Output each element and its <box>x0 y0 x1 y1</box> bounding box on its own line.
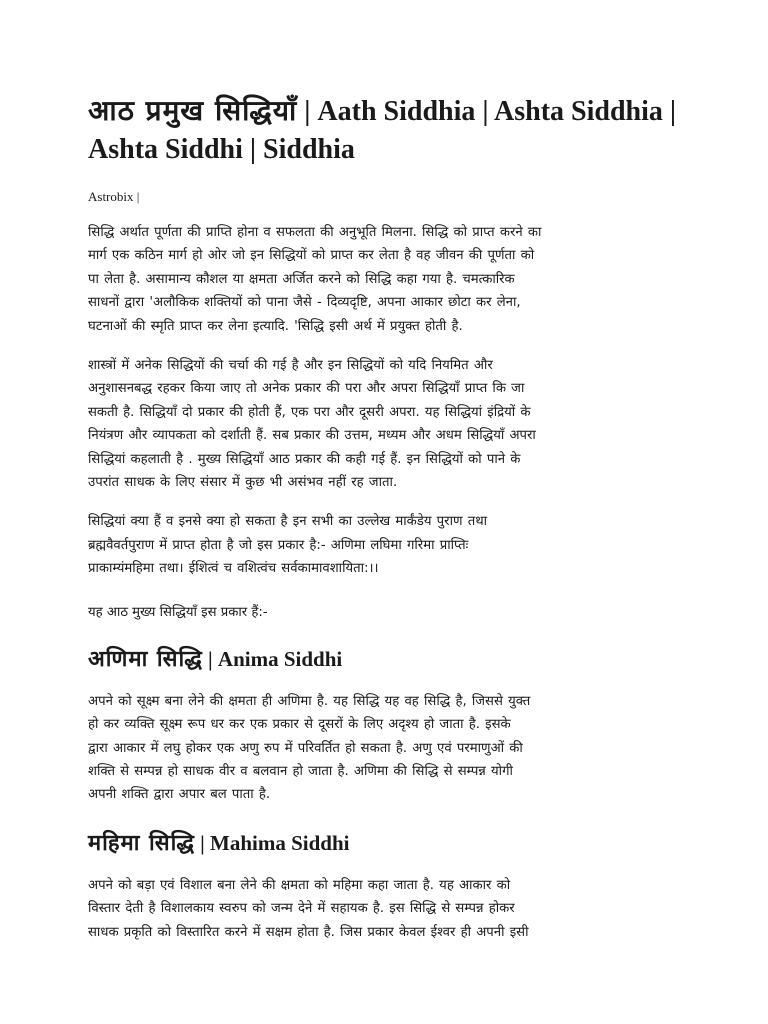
anima-heading <box>88 645 680 674</box>
shastra-paragraph <box>88 354 680 494</box>
paragraph-line: शक्ति से सम्पन्न हो साधक वीर व बलवान हो जाता है. अणिमा की सिद्धि से सम्पन्न योगी <box>88 763 513 779</box>
paragraph-line: विस्तार देती है विशालकाय स्वरुप को जन्म देने में सहायक है. इस सिद्धि से सम्पन्न होकर <box>88 901 515 917</box>
paragraph-line: नियंत्रण और व्यापकता को दर्शाती हैं. सब प्रकार की उत्तम, मध्यम और अधम सिद्धियाँ अपरा <box>88 428 536 444</box>
title-latin: | Aath Siddhia | Ashta Siddhia | Ashta Siddhi | Siddhia <box>88 96 677 165</box>
anima-paragraph <box>88 690 680 807</box>
anima-heading-latin: | Anima Siddhi <box>202 646 343 671</box>
paragraph-line: प्राकाम्यंमहिमा तथा। ईशित्वं च वशित्वंच सर्वकामावशायिता:।। <box>88 561 379 577</box>
mahima-paragraph <box>88 874 680 944</box>
paragraph-line: ब्रह्मवैवर्तपुराण में प्राप्त होता है जो इस प्रकार है:- अणिमा लघिमा गरिमा प्राप्तिः <box>88 537 469 553</box>
paragraph-line: साधनों द्वारा 'अलौकिक शक्तियों को पाना जैसे - दिव्यदृष्टि, अपना आकार छोटा कर लेना, <box>88 295 521 311</box>
paragraph-line: अपने को बड़ा एवं विशाल बना लेने की क्षमता को महिमा कहा जाता है. यह आकार को <box>88 877 511 893</box>
author-byline: Astrobix | <box>88 189 140 204</box>
paragraph-line: सिद्धि अर्थात पूर्णता की प्राप्ति होना व सफलता की अनुभूति मिलना. सिद्धि को प्राप्त करने का <box>88 225 542 240</box>
paragraph-line: सिद्धियां कहलाती है . मुख्य सिद्धियाँ आठ प्रकार की कही गई हैं. इन सिद्धियों को पाने के <box>88 451 521 467</box>
paragraph-line: हो कर व्यक्ति सूक्ष्म रूप धर कर एक प्रकार से दूसरों के लिए अदृश्य हो जाता है. इसके <box>88 717 511 733</box>
anima-heading-hindi: अणिमा सिद्धि <box>88 646 203 672</box>
paragraph-line: साधक प्रकृति को विस्तारित करने में सक्षम होता है. जिस प्रकार केवल ईश्वर ही अपनी इसी <box>88 924 529 940</box>
paragraph-line: उपरांत साधक के लिए संसार में कुछ भी असंभव नहीं रह जाता. <box>88 475 398 491</box>
list-intro: यह आठ मुख्य सिद्धियाँ इस प्रकार हैं:- <box>88 604 268 620</box>
purana-paragraph <box>88 510 680 580</box>
paragraph-line: शास्त्रों में अनेक सिद्धियों की चर्चा की गई है और इन सिद्धियों को यदि नियमित और <box>88 358 493 374</box>
intro-paragraph <box>88 221 680 338</box>
paragraph-line: अपने को सूक्ष्म बना लेने की क्षमता ही अणिमा है. यह सिद्धि यह वह सिद्धि है, जिससे युक्त <box>88 693 531 709</box>
paragraph-line: पा लेता है. असामान्य कौशल या क्षमता अर्जित करने को सिद्धि कहा गया है. चमत्कारिक <box>88 271 515 287</box>
paragraph-line: अपनी शक्ति द्वारा अपार बल पाता है. <box>88 787 271 803</box>
page-title <box>88 92 680 169</box>
mahima-heading <box>88 829 680 858</box>
mahima-heading-hindi: महिमा सिद्धि <box>88 830 195 856</box>
paragraph-line: घटनाओं की स्मृति प्राप्त कर लेना इत्यादि. 'सिद्धि इसी अर्थ में प्रयुक्त होती है. <box>88 318 463 334</box>
paragraph-line: मार्ग एक कठिन मार्ग हो ओर जो इन सिद्धियों को प्राप्त कर लेता है वह जीवन की पूर्णता को <box>88 248 535 264</box>
mahima-heading-latin: | Mahima Siddhi <box>194 830 350 855</box>
paragraph-line: द्वारा आकार में लघु होकर एक अणु रुप में परिवर्तित हो सकता है. अणु एवं परमाणुओं की <box>88 740 523 756</box>
paragraph-line: अनुशासनबद्ध रहकर किया जाए तो अनेक प्रकार की परा और अपरा सिद्धियाँ प्राप्त कि जा <box>88 381 525 397</box>
paragraph-line: सिद्धियां क्या हैं व इनसे क्या हो सकता है इन सभी का उल्लेख मार्कंडेय पुराण तथा <box>88 514 488 530</box>
paragraph-line: सकती है. सिद्धियाँ दो प्रकार की होती हैं, एक परा और दूसरी अपरा. यह सिद्धियां इंद्रियों के <box>88 404 531 420</box>
title-hindi: आठ प्रमुख सिद्धियाँ <box>88 94 298 127</box>
